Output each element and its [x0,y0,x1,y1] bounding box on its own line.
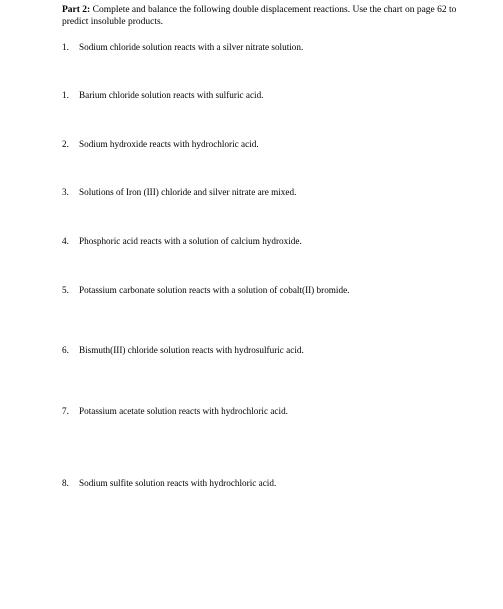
question-number: 8. [62,478,69,488]
question-text: Solutions of Iron (III) chloride and silver nitrate are mixed. [79,187,297,197]
question-text: Sodium chloride solution reacts with a silver nitrate solution. [79,42,304,52]
question-item [62,477,276,489]
question-number: 7. [62,406,69,416]
question-item [62,405,288,417]
question-number: 1. [62,42,69,52]
question-number: 4. [62,236,69,246]
question-item [62,41,303,53]
question-number: 3. [62,187,69,197]
question-number: 5. [62,285,69,295]
question-number: 1. [62,90,69,100]
question-text: Bismuth(III) chloride solution reacts with hydrosulfuric acid. [79,345,304,355]
question-number: 6. [62,345,69,355]
question-item [62,89,263,101]
question-item [62,186,296,198]
question-number: 2. [62,139,69,149]
question-item [62,344,304,356]
question-text: Potassium carbonate solution reacts with a solution of cobalt(II) bromide. [79,285,350,295]
part-label: Part 2: [62,5,91,15]
instructions-paragraph [62,4,462,28]
question-item [62,235,302,247]
question-text: Phosphoric acid reacts with a solution of calcium hydroxide. [79,236,302,246]
question-text: Potassium acetate solution reacts with hydrochloric acid. [79,406,288,416]
question-text: Sodium sulfite solution reacts with hydrochloric acid. [79,478,277,488]
question-item [62,138,259,150]
question-text: Sodium hydroxide reacts with hydrochloric acid. [79,139,259,149]
instructions-text: Complete and balance the following double displacement reactions. Use the chart on page 62 to predict insoluble products. [62,5,457,27]
question-item [62,284,349,296]
question-text: Barium chloride solution reacts with sulfuric acid. [79,90,264,100]
